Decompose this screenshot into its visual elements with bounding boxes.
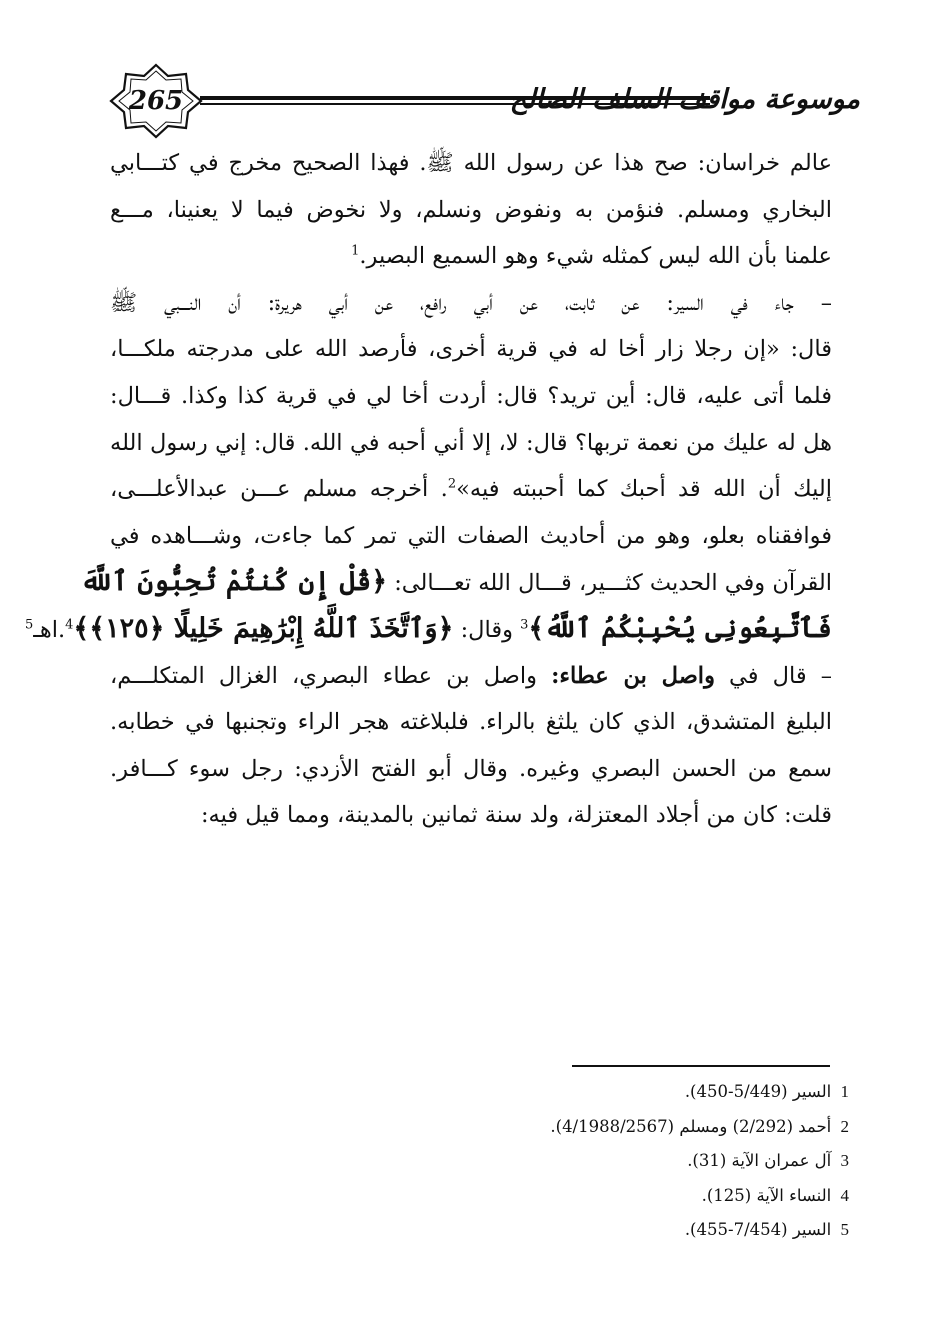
footnote-number: 3	[840, 1151, 849, 1170]
footnote-number: 2	[840, 1116, 849, 1136]
person-name: واصل بن عطاء:	[551, 662, 715, 689]
footnote-number: 4	[840, 1185, 849, 1205]
footnote-item	[289, 1179, 849, 1214]
text-line: فوافقناه بعلو، وهو من أحاديث الصفات التي تمر كما جاءت، وشـــاهده في	[110, 522, 832, 549]
text-line: قلت: كان من أجلاد المعتزلة، ولد سنة ثمانين بالمدينة، ومما قيل فيه:	[200, 802, 832, 829]
text-span: القرآن وفي الحديث كثـــير، قـــال الله تعـــالى:	[394, 570, 832, 597]
text-line: هل له عليك من نعمة تربها؟ قال: لا، إلا أني أحبه في الله. قال: إني رسول الله	[110, 429, 832, 456]
quran-verse: ﴿وَٱتَّخَذَ ٱللَّهُ إِبْرَٰهِيمَ خَلِيلًا ﴿١٢٥﴾﴾	[73, 612, 454, 644]
text-line: قال: «إن رجلا زار أخا له في قرية أخرى، فأرصد الله على مدرجته ملكـــا،	[110, 336, 832, 363]
body-text	[24, 140, 832, 839]
page-number: 265	[128, 86, 184, 116]
footnotes	[289, 1075, 849, 1248]
footnote-number: 1	[840, 1082, 849, 1101]
footnote-item	[289, 1075, 849, 1110]
page-number-badge	[108, 62, 204, 140]
footnote-text: أحمد (2/292) ومسلم (4/1988/2567).	[550, 1116, 832, 1136]
quran-verse: ﴿قُلْ إِن كُنتُمْ تُحِبُّونَ ٱللَّهَ	[80, 566, 388, 598]
footnote-item	[289, 1144, 849, 1179]
text-span: . أخرجه مسلم عـــن عبدالأعلـــى،	[110, 476, 448, 503]
text-span: علمنا بأن الله ليس كمثله شيء وهو السميع البصير.	[359, 243, 832, 270]
footnote-separator	[572, 1065, 830, 1067]
text-line	[80, 559, 832, 606]
text-line: عالم خراسان: صح هذا عن رسول الله ﷺ. فهذا الصحيح مخرج في كتـــابي	[110, 150, 832, 176]
text-line: البليغ المتشدق، الذي كان يلثغ بالراء. فلبلاغته هجر الراء وتجنبها في خطابه.	[110, 709, 832, 736]
text-line: البخاري ومسلم. فنؤمن به ونفوض ونسلم، ولا نخوض فيما لا يعنينا، مـــع	[110, 196, 832, 223]
footnote-text: النساء الآية (125).	[701, 1185, 832, 1205]
footnote-text: آل عمران الآية (31).	[687, 1151, 832, 1170]
text-line	[110, 466, 832, 513]
footnote-ref: 4	[65, 617, 74, 633]
text-line: فلما أتى عليه، قال: أين تريد؟ قال: أردت أخا لي في قرية كذا وكذا. قـــال:	[110, 382, 832, 409]
footnote-ref: 3	[520, 617, 529, 633]
text-span: وقال:	[460, 616, 513, 643]
footnote-text: السير (7/454-455).	[684, 1220, 832, 1239]
text-span: – قال في	[729, 662, 832, 689]
text-line: – جاء في السير: عن ثابت، عن أبي رافع، عن أبي هريرة: أن النـــبي ﷺ	[110, 289, 832, 316]
series-title: موسوعة مواقف السلف الصالح	[509, 84, 860, 115]
text-span: .اهـ	[33, 616, 66, 643]
page-header	[108, 62, 860, 140]
footnote-ref: 5	[24, 617, 34, 633]
text-line	[110, 653, 832, 700]
text-line: سمع من الحسن البصري وغيره. وقال أبو الفتح الأزدي: رجل سوء كـــافر.	[110, 755, 832, 782]
text-span: واصل بن عطاء البصري، الغزال المتكلـــم،	[110, 662, 537, 689]
footnote-item	[289, 1213, 849, 1248]
footnote-number: 5	[840, 1220, 849, 1239]
text-line	[24, 606, 832, 653]
text-line	[110, 233, 832, 280]
text-span: إليك أن الله قد أحبك كما أحببته فيه»	[456, 476, 832, 503]
footnote-ref: 2	[447, 476, 457, 492]
footnote-item	[289, 1110, 849, 1145]
footnote-ref: 1	[351, 243, 360, 259]
quran-verse: فَٱتَّبِعُونِى يُحْبِبْكُمُ ٱللَّهُ﴾	[528, 612, 832, 644]
footnote-text: السير (5/449-450).	[684, 1082, 832, 1101]
